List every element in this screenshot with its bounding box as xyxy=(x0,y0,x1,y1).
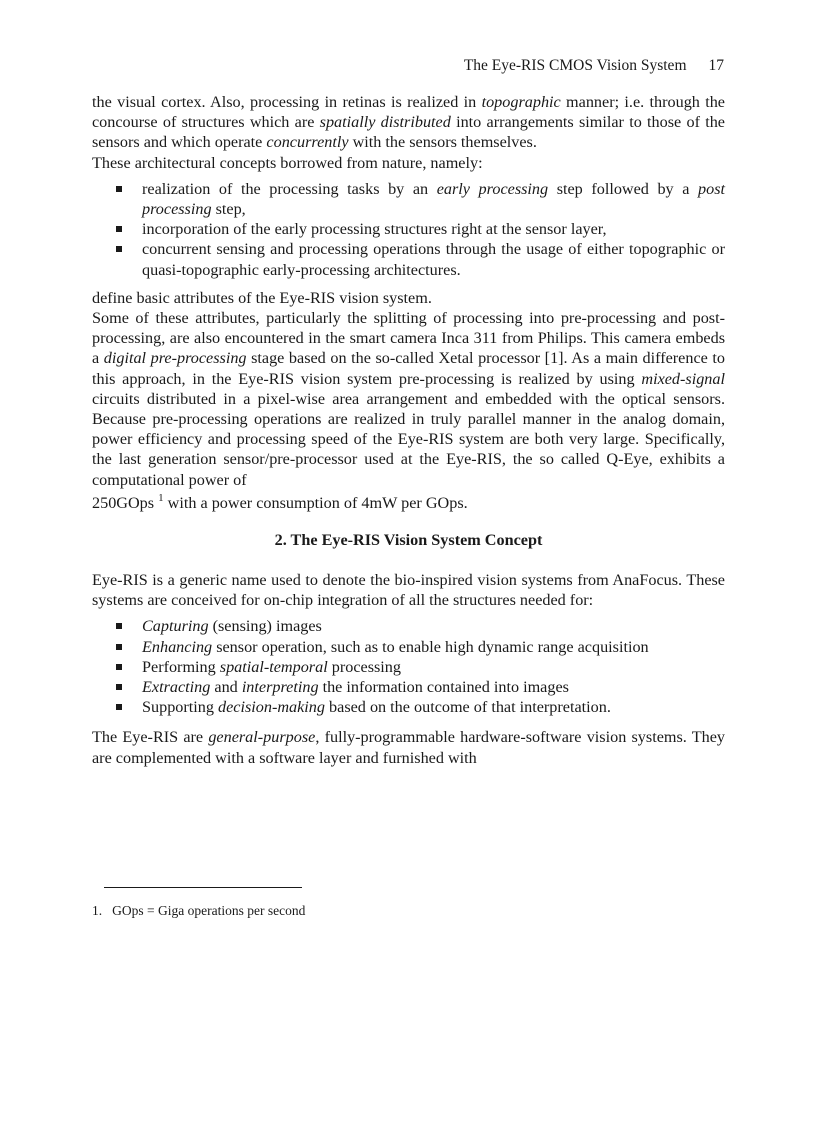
text-run: the information contained into images xyxy=(318,678,569,697)
italic-run: mixed-signal xyxy=(641,369,725,388)
text-run: concurrent sensing and processing operations through the usage of either topographic or quasi-topographic early-processing architectures. xyxy=(142,240,725,279)
footnote-ref[interactable]: 1 xyxy=(158,491,164,504)
bullet-item xyxy=(92,637,725,657)
bullet-item xyxy=(92,697,725,717)
footnote-divider xyxy=(104,887,302,888)
paragraph xyxy=(92,727,725,767)
text-run: the visual cortex. Also, processing in retinas is realized in xyxy=(92,93,482,111)
footnote-text: GOps = Giga operations per second xyxy=(112,903,306,918)
text-run: stage based on the so-called Xetal processor [1]. As a main difference to this approach, in the Eye-RIS vision system pre-processing is realized by using xyxy=(92,349,725,388)
bullet-item xyxy=(92,677,725,697)
text-run: manner; i.e. through the concourse of structures which are xyxy=(92,93,725,132)
bullet-list xyxy=(92,616,725,717)
bullet-item xyxy=(92,239,725,279)
bullet-list xyxy=(92,179,725,280)
section-heading: 2. The Eye-RIS Vision System Concept xyxy=(274,530,543,549)
italic-run: spatially distributed xyxy=(319,113,451,132)
text-run: incorporation of the early processing structures right at the sensor layer, xyxy=(142,220,607,239)
page-number: 17 xyxy=(708,57,724,74)
power-consumption-text: with a power consumption of 4mW per GOps. xyxy=(163,493,468,512)
text-run: with the sensors themselves. xyxy=(348,133,537,152)
italic-run: concurrently xyxy=(266,133,349,152)
bullet-item xyxy=(92,657,725,677)
text-run: processing xyxy=(327,657,401,676)
italic-run: general-purpose xyxy=(208,728,316,747)
value-250gops: 250GOps xyxy=(92,493,155,512)
text-run: Supporting xyxy=(142,698,218,717)
text-run: step, xyxy=(211,200,246,219)
text-run: step followed by a xyxy=(548,179,699,198)
text-run: Eye-RIS is a generic name used to denote the bio-inspired vision systems from AnaFocus. These systems are conceived for on-chip integration of all the structures needed for: xyxy=(92,571,725,610)
text-run: realization of the processing tasks by an xyxy=(142,179,437,198)
footnote-number: 1. xyxy=(92,903,103,918)
text-run: circuits distributed in a pixel-wise area arrangement and embedded with the optical sensors. Because pre-processing operations are realized in truly parallel manner in the analog domain, power efficiency and processing speed of the Eye-RIS system are both very large. Specifically, the last generation sensor/pre-processor used at the Eye-RIS, the so called Q-Eye, exhibits a computational power of xyxy=(92,389,725,489)
running-title: The Eye-RIS CMOS Vision System xyxy=(463,57,687,74)
italic-run: Enhancing xyxy=(142,637,213,656)
italic-run: interpreting xyxy=(241,678,319,697)
italic-run: topographic xyxy=(481,93,561,111)
italic-run: Capturing xyxy=(142,617,209,636)
paragraph xyxy=(92,570,725,610)
text-run: based on the outcome of that interpretation. xyxy=(325,698,611,717)
text-run: (sensing) images xyxy=(208,617,322,636)
italic-run: post processing xyxy=(142,179,726,219)
paragraph xyxy=(92,308,725,490)
bullet-item xyxy=(92,179,725,219)
text-run: sensor operation, such as to enable high dynamic range acquisition xyxy=(212,637,649,656)
bullet-item xyxy=(92,616,725,636)
italic-run: Extracting xyxy=(142,678,211,697)
text-run: define basic attributes of the Eye-RIS vision system. xyxy=(92,288,432,307)
text-run: Some of these attributes, particularly the splitting of processing into pre-processing and post-processing, are also encountered in the smart camera Inca 311 from Philips. This camera embeds a xyxy=(92,309,725,368)
text-run: into arrangements similar to those of the sensors and which operate xyxy=(92,113,725,152)
italic-run: digital pre-processing xyxy=(103,349,247,368)
text-run: These architectural concepts borrowed from nature, namely: xyxy=(92,153,483,172)
italic-run: decision-making xyxy=(218,698,325,717)
paragraph xyxy=(92,153,725,173)
paragraph-continuation xyxy=(92,492,725,516)
footnote xyxy=(92,902,305,919)
italic-run: early processing xyxy=(436,179,549,198)
text-run: and xyxy=(210,678,242,697)
paragraph xyxy=(92,288,725,308)
text-run: Performing xyxy=(142,657,220,676)
body-text xyxy=(92,92,725,768)
italic-run: spatial-temporal xyxy=(219,657,328,676)
paragraph xyxy=(92,92,725,153)
running-header xyxy=(92,56,724,76)
text-run: , fully-programmable hardware-software vision systems. They are complemented with a software layer and furnished with xyxy=(92,728,725,767)
bullet-item xyxy=(92,219,725,239)
text-run: The Eye-RIS are xyxy=(92,728,209,747)
